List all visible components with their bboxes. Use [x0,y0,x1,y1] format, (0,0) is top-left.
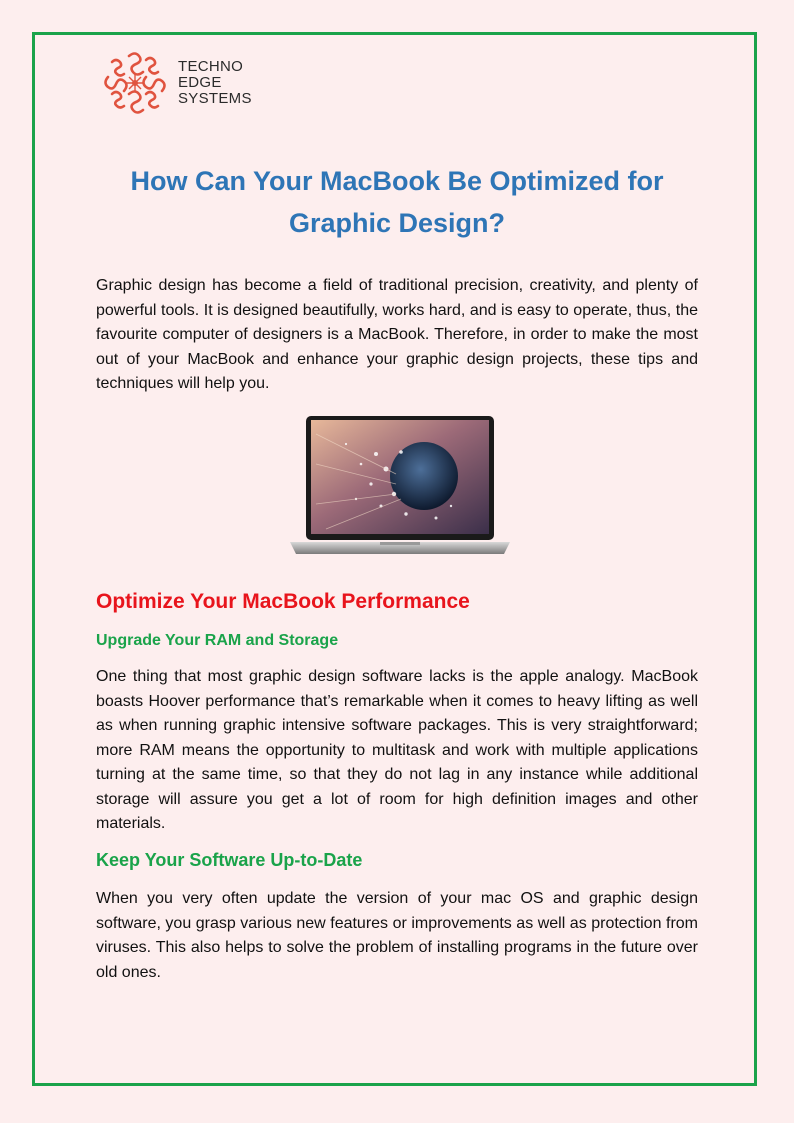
subheading-software-update: Keep Your Software Up-to-Date [96,850,363,870]
logo-line-3: SYSTEMS [178,90,252,107]
paragraph-software-update: When you very often update the version of your mac OS and graphic design software, you grasp various new features or improvements as well as protection from viruses. This also helps to solve the problem of installing programs in the future over old ones. [96,890,698,981]
intro-paragraph: Graphic design has become a field of traditional precision, creativity, and plenty of powerful tools. It is designed beautifully, works hard, and is easy to operate, thus, the favourite computer of designers is a MacBook. Therefore, in order to make the most out of your MacBook and enhance your graphic design projects, these tips and techniques will help you. [96,277,698,392]
subheading-ram-storage: Upgrade Your RAM and Storage [96,632,339,649]
page-title: How Can Your MacBook Be Optimized for Graphic Design? [130,166,664,238]
logo-line-1: TECHNO [178,58,244,75]
logo-mark-icon [102,50,168,116]
laptop-photo [286,414,514,564]
section-heading-performance: Optimize Your MacBook Performance [96,590,470,613]
logo-line-2: EDGE [178,74,222,91]
paragraph-ram-storage: One thing that most graphic design software lacks is the apple analogy. MacBook boasts Hoover performance that’s remarkable when it comes to heavy lifting as well as when running graphic intensive software packages. This is very straightforward; more RAM means the opportunity to multitask and work with multiple applications turning at the same time, so that they do not lag in any instance while additional storage will assure you get a lot of room for high definition images and other materials. [96,668,698,832]
company-logo [102,50,252,116]
